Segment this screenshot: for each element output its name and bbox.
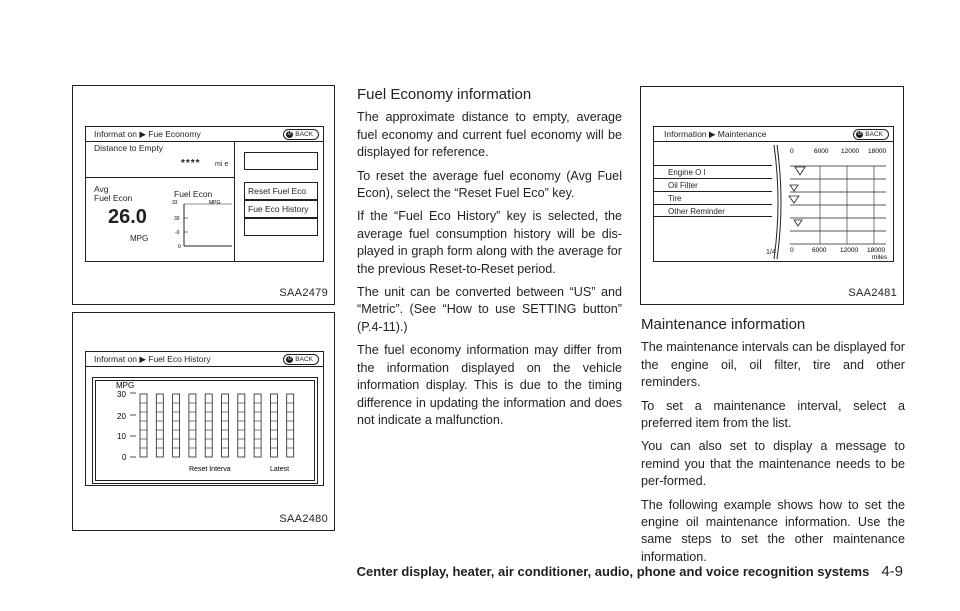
dte-label: Distance to Empty [94,143,163,153]
figure-maintenance [640,86,904,305]
page-number: 4-9 [881,563,903,580]
gauge-tick-label: 30 [174,216,180,222]
paragraph: The fuel economy information may differ from the information displayed on the vehicle information display. This is due to the timing difference in updating the information and does not indicate a malfunction. [357,343,622,427]
history-bar-column [205,394,212,457]
list-item-label: Oil Filter [668,181,698,190]
figure-fuel-eco-history [72,312,335,531]
paragraph: The approximate distance to empty, average fuel economy and current fuel economy will be displayed for reference. [357,110,622,160]
list-item-label: Other Reminder [668,207,725,216]
title-divider [654,141,893,142]
page-indicator: 1/4 [766,249,776,256]
reset-fuel-eco-key[interactable] [244,182,318,200]
interval-marker-icon [795,167,805,175]
history-bar-column [189,394,196,457]
paragraph: To reset the average fuel economy (Avg Fuel Econ), select the “Reset Fuel Eco” key. [357,168,622,201]
avg-label-2: Fuel Econ [94,193,133,203]
scale-label: 0 [790,148,794,155]
avg-unit: MPG [130,234,149,243]
paragraph: The following example shows how to set the engine oil maintenance information. Use the same steps to set the other maintenance information. [641,497,905,564]
footer-section-title: Center display, heater, air conditioner, audio, phone and voice recognition systems [356,564,870,579]
scale-unit-label: miles [872,254,888,261]
list-item-label: Tire [668,194,682,203]
history-bar-column [238,394,245,457]
scale-label: 18000 [868,148,887,155]
screen-maintenance [653,126,894,262]
paragraph: The unit can be converted between “US” and “Metric”. (See “How to use SETTING button” (P.4-11).) [357,285,622,334]
history-bar-column [254,394,261,457]
fuel-eco-history-key[interactable] [244,200,318,218]
maintenance-scrollbar[interactable] [772,143,784,261]
fuel-eco-history-label: Fue Eco History [248,204,309,214]
maintenance-interval-chart [786,143,894,261]
figure-fuel-economy [72,85,335,305]
interval-marker-icon [789,196,799,203]
section-heading: Maintenance information [641,316,806,333]
back-label: BACK [865,131,883,138]
history-bar-column [173,394,180,457]
scale-label: 12000 [840,247,859,254]
scale-label: 0 [790,247,794,254]
scale-label: 12000 [841,148,860,155]
history-bar-column [270,394,277,457]
history-y-tick: 30 [117,390,126,399]
figure-code: SAA2481 [848,287,897,299]
screen-title: Informat on ▶ Fue Economy [94,129,201,139]
screen-fuel-economy [85,126,324,262]
back-arrow-icon: ↺ [287,356,293,362]
history-y-tick: 10 [117,432,126,441]
screen-fuel-eco-history [85,351,324,486]
interval-marker-icon [790,185,798,191]
list-item-engine-oil[interactable] [654,165,772,178]
paragraph: To set a maintenance interval, select a preferred item from the list. [641,398,905,431]
paragraph: You can also set to display a message to remind you that the maintenance needs to be per-formed. [641,439,905,489]
paragraph: The maintenance intervals can be displayed for the engine oil, oil filter, tire and other reminders. [641,340,905,390]
dte-unit: mi e [215,161,229,168]
scale-label: 18000 [867,247,886,254]
blank-key-2[interactable] [244,218,318,236]
vertical-divider [234,141,235,261]
history-y-tick: 0 [122,453,127,462]
figure-code: SAA2479 [279,287,328,299]
section-heading: Fuel Economy information [357,86,532,103]
scale-label: 6000 [814,148,829,155]
history-chart [92,377,318,484]
dte-divider [86,177,234,178]
avg-label: Avg [94,184,109,194]
blank-key-1[interactable] [244,152,318,170]
maintenance-list [654,165,772,217]
gauge-tick-label: 33 [172,200,178,206]
history-bar-column [156,394,163,457]
list-item-oil-filter[interactable] [654,178,772,191]
back-label: BACK [295,131,313,138]
gauge-tick-label: 0 [178,244,181,249]
current-econ-label: Fuel Econ [174,189,213,199]
list-item-tire[interactable] [654,191,772,204]
maintenance-section [641,316,905,572]
back-arrow-icon: ↺ [857,131,863,137]
reset-fuel-eco-label: Reset Fuel Eco [248,186,307,196]
screen-title: Information ▶ Maintenance [664,129,767,139]
fuel-economy-section [357,86,622,435]
history-bar-column [287,394,294,457]
paragraph: If the “Fuel Eco History” key is selected, the average fuel consumption history will be dis-played in graph form along with the average for the previous Reset-to-Reset period. [357,209,622,276]
dte-value: **** [181,158,201,169]
back-label: BACK [295,356,313,363]
history-bar-column [140,394,147,457]
figure-code: SAA2480 [279,513,328,525]
page-footer [0,563,960,580]
history-x-right: Latest [270,466,290,473]
interval-marker-icon [794,220,802,226]
back-arrow-icon: ↺ [287,131,293,137]
history-bar-column [222,394,229,457]
screen-title: Informat on ▶ Fuel Eco History [94,354,211,364]
history-x-left: Reset Interva [189,466,231,473]
list-item-label: Engine O l [668,168,706,177]
history-y-unit: MPG [116,381,135,390]
title-divider [86,141,323,142]
scale-label: 6000 [812,247,827,254]
avg-value: 26.0 [108,206,147,228]
list-item-other-reminder[interactable] [654,204,772,217]
back-button[interactable] [853,129,889,140]
title-divider [86,366,323,367]
back-button[interactable] [283,129,319,140]
gauge-tick-label: -0 [175,230,180,236]
gauge-unit-label: MPG [209,200,221,206]
current-econ-gauge [172,199,234,249]
history-y-tick: 20 [117,412,126,421]
back-button[interactable] [283,354,319,365]
